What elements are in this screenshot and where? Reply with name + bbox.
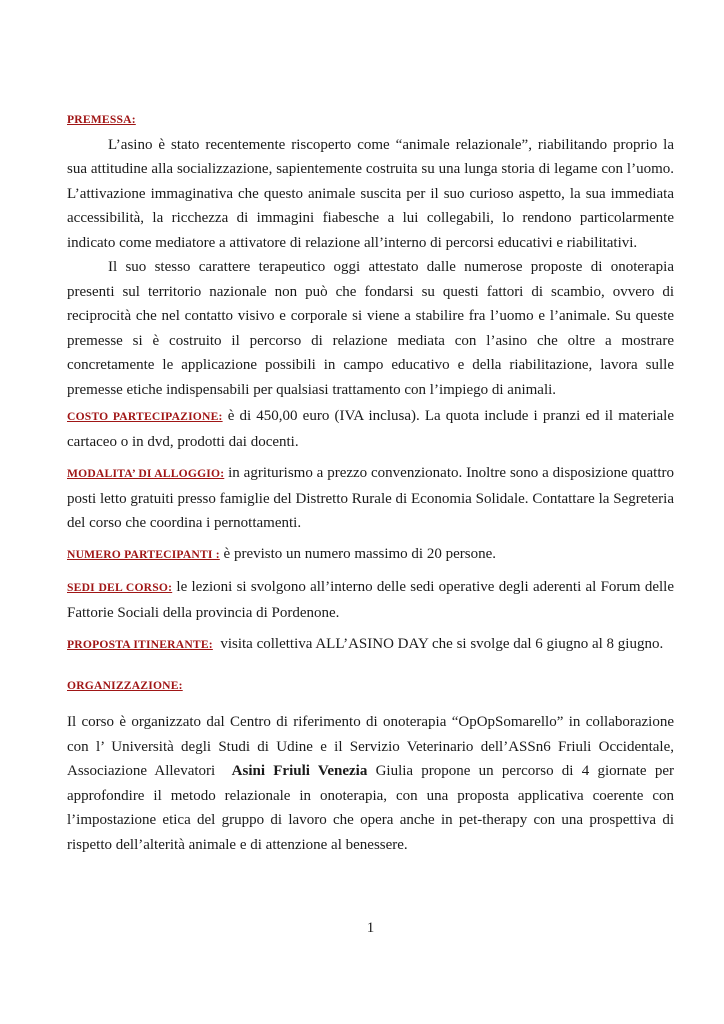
sedi-heading: SEDI DEL CORSO: <box>67 581 173 594</box>
premessa-paragraph-2: Il suo stesso carattere terapeutico oggi attestato dalle numerose proposte di onoterapia presenti sul territorio nazionale non può che fondarsi su questi fattori di scambio, ovvero di reciprocità che nel contatto visivo e corporale si viene a stabilire fra l’uomo e l’animale. Su queste premesse si è costruito il percorso di relazione mediata con l’asino che oltre a mostrare concretamente le applicazione possibili in campo educativo e della riabilitazione, lavora sulle premesse etiche indispensabili per qualsiasi trattamento con l’impiego di animali. <box>67 259 674 398</box>
premessa-section <box>67 108 674 402</box>
alloggio-text: in agriturismo a prezzo convenzionato. Inoltre sono a disposizione quattro posti letto gratuiti presso famiglie del Distretto Rurale di Economia Solidale. Contattare la Segreteria del corso che coordina i pernottamenti. <box>67 465 674 531</box>
organizzazione-heading: ORGANIZZAZIONE: <box>67 679 183 692</box>
organizzazione-text-bold: Asini Friuli Venezia <box>231 763 368 779</box>
proposta-heading: PROPOSTA ITINERANTE: <box>67 638 213 651</box>
organizzazione-text-a: Il corso è organizzato dal Centro di riferimento di onoterapia “OpOpSomarello” in collaborazione con l’ Università degli Studi di Udine e il Servizio Veterinario dell’ASSn6 Friuli Occidentale, Associazione Allevatori <box>67 714 678 779</box>
partecipanti-section <box>67 542 674 568</box>
sedi-section <box>67 575 674 625</box>
costo-section <box>67 404 674 454</box>
partecipanti-heading: NUMERO PARTECIPANTI : <box>67 548 220 561</box>
organizzazione-paragraph <box>67 710 678 857</box>
costo-text: è di 450,00 euro (IVA inclusa). La quota include i pranzi ed il materiale cartaceo o in dvd, prodotti dai docenti. <box>67 408 674 450</box>
organizzazione-heading-line <box>67 673 674 699</box>
partecipanti-text: è previsto un numero massimo di 20 persone. <box>219 546 497 562</box>
page-number: 1 <box>366 920 375 936</box>
proposta-text: visita collettiva ALL’ASINO DAY che si svolge dal 6 giugno al 8 giugno. <box>212 636 664 652</box>
costo-heading: COSTO PARTECIPAZIONE: <box>67 410 223 423</box>
premessa-heading: PREMESSA: <box>67 113 136 126</box>
organizzazione-text-b: Giulia propone un percorso di 4 giornate per approfondire il metodo relazionale in onoterapia, con una proposta applicativa coerente con l’impostazione etica del gruppo di lavoro che opera anche in pet-therapy con una prospettiva di rispetto dell’alterità animale e di attenzione al benessere. <box>67 763 674 853</box>
alloggio-heading: MODALITA’ DI ALLOGGIO: <box>67 467 225 480</box>
alloggio-section <box>67 461 674 536</box>
premessa-paragraph-1: L’asino è stato recentemente riscoperto come “animale relazionale”, riabilitando proprio la sua attitudine alla socializzazione, sapientemente costruita su una lunga storia di legame con l’uomo. L’attivazione immaginativa che questo animale suscita per il suo curioso aspetto, la sua immediata accessibilità, la ricchezza di immagini fiabesche a lui collegabili, lo rendono particolarmente indicato come mediatore a attivatore di relazione all’interno di percorsi educativi e riabilitativi. <box>67 136 674 251</box>
sedi-text: le lezioni si svolgono all’interno delle sedi operative degli aderenti al Forum delle Fattorie Sociali della provincia di Pordenone. <box>67 579 674 621</box>
proposta-section <box>67 632 674 658</box>
